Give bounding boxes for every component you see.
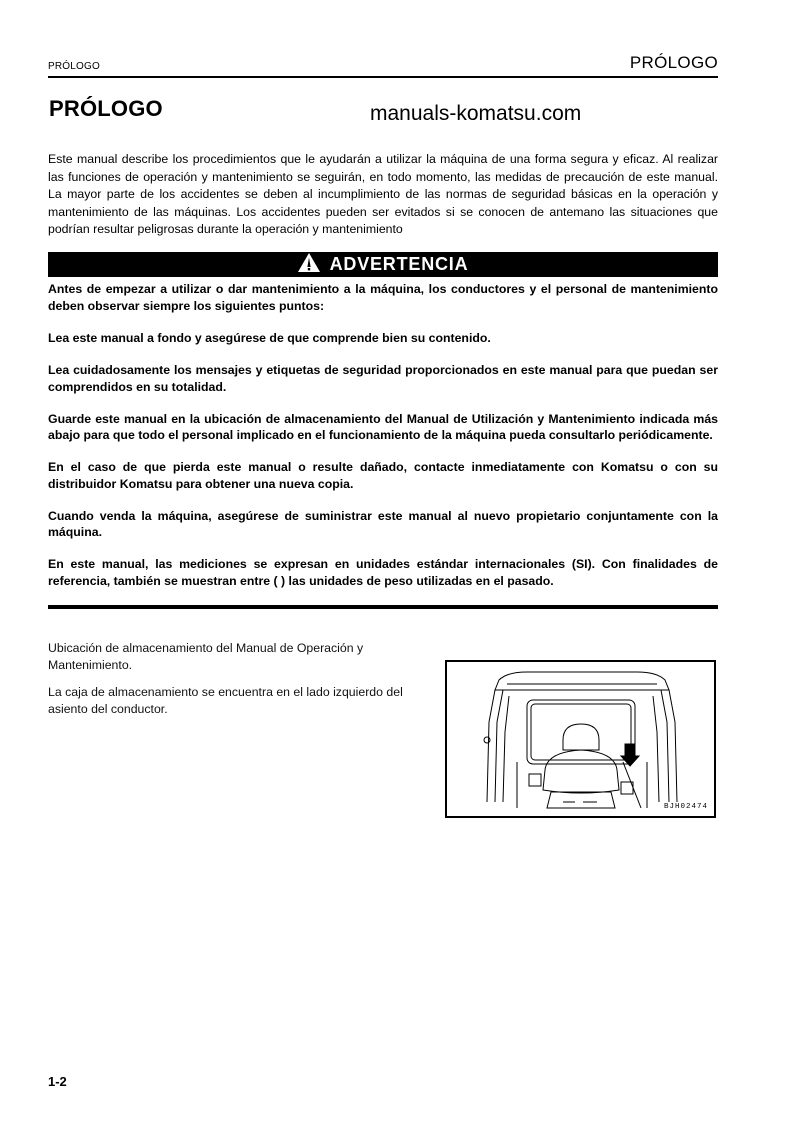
watermark-link[interactable]: manuals-komatsu.com — [370, 102, 582, 125]
warning-paragraph: Guarde este manual en la ubicación de almacenamiento del Manual de Utilización y Mantenimiento indicada más abajo para que todo el personal implicado en el funcionamiento de la máquina pueda consultarlo periódicamente. — [48, 411, 718, 442]
warning-end-rule — [48, 605, 718, 609]
header-rule — [48, 76, 718, 78]
storage-heading: Ubicación de almacenamiento del Manual de Operación y Mantenimiento. — [48, 641, 364, 672]
warning-body — [48, 281, 718, 605]
warning-banner — [48, 252, 718, 277]
operator-seat-illustration — [447, 662, 714, 816]
running-header-left: PRÓLOGO — [48, 61, 100, 72]
intro-paragraph: Este manual describe los procedimientos que le ayudarán a utilizar la máquina de una forma segura y eficaz. Al realizar las funciones de operación y mantenimiento se seguirán, en todo momento, las medidas de precaución de este manual. La mayor parte de los accidentes se deben al incumplimiento de las normas de seguridad básicas en la operación y mantenimiento de las máquinas. Los accidentes pueden ser evitados si se conocen de antemano las situaciones que podrían resultar peligrosas durante la operación y mantenimiento — [48, 152, 718, 236]
warning-paragraph: En el caso de que pierda este manual o resulte dañado, contacte inmediatamente con Komatsu o con su distribuidor Komatsu para obtener una nueva copia. — [48, 460, 718, 491]
warning-paragraph: En este manual, las mediciones se expresan en unidades estándar internacionales (SI). Con finalidades de referencia, también se muestran entre ( ) las unidades de peso utilizadas en el pasado. — [48, 557, 718, 588]
warning-paragraph: Lea cuidadosamente los mensajes y etiquetas de seguridad proporcionados en este manual para que puedan ser comprendidos en su totalidad. — [48, 363, 718, 394]
warning-paragraph: Antes de empezar a utilizar o dar mantenimiento a la máquina, los conductores y el personal de mantenimiento deben observar siempre los siguientes puntos: — [48, 282, 718, 313]
warning-paragraph: Cuando venda la máquina, asegúrese de suministrar este manual al nuevo propietario conjuntamente con la máquina. — [48, 508, 718, 539]
warning-triangle-icon — [298, 253, 320, 277]
warning-paragraph: Lea este manual a fondo y asegúrese de que comprende bien su contenido. — [48, 331, 491, 345]
page-title: PRÓLOGO — [49, 96, 163, 121]
cab-figure — [445, 660, 716, 818]
running-header-right: PRÓLOGO — [629, 53, 718, 72]
storage-location-section — [48, 640, 423, 728]
figure-code: BJH02474 — [663, 803, 708, 811]
storage-description: La caja de almacenamiento se encuentra en el lado izquierdo del asiento del conductor. — [48, 685, 403, 716]
page-number: 1-2 — [48, 1074, 67, 1089]
warning-label: ADVERTENCIA — [329, 254, 469, 274]
